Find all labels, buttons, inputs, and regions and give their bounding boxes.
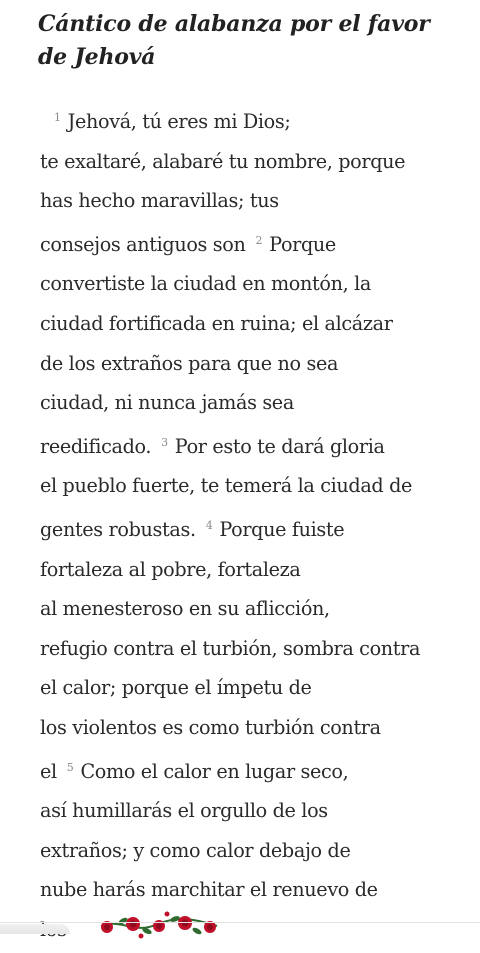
verse-text: los violentos es como turbión contra (40, 715, 381, 739)
verse-text: fortaleza al pobre, fortaleza (40, 557, 301, 581)
verse-text: has hecho maravillas; tus (40, 189, 279, 213)
verse-text: el pueblo fuerte, te temerá la ciudad de (40, 474, 413, 498)
verse-text: consejos antiguos son (40, 232, 246, 256)
verse-text: Como el calor en lugar seco, (80, 759, 349, 783)
section-heading: Cántico de alabanza por el favor de Jehová (38, 11, 430, 70)
passage-text (40, 98, 470, 953)
verse-text: ciudad, ni nunca jamás sea (40, 391, 294, 415)
page-curl (0, 924, 70, 934)
verse-text: extraños; y como calor debajo de (40, 838, 351, 862)
verse-text: el (40, 759, 57, 783)
rose-vine-icon (97, 910, 221, 953)
verse-text: Porque (269, 232, 336, 256)
verse-number[interactable]: 2 (255, 233, 263, 247)
verse-text: de los extraños para que no sea (40, 351, 339, 375)
verse-text: reedificado. (40, 434, 152, 458)
verse-text: ciudad fortificada en ruina; el alcázar (40, 311, 393, 335)
bottom-divider (0, 922, 480, 923)
verse-number[interactable]: 3 (161, 435, 168, 449)
verse-text: Por esto te dará gloria (174, 434, 385, 458)
verse-text: convertiste la ciudad en montón, la (40, 272, 371, 296)
verse-number[interactable]: 5 (66, 760, 74, 774)
verse-text: nube harás marchitar el renuevo de (40, 878, 378, 902)
verse-text: refugio contra el turbión, sombra contra (40, 636, 421, 660)
verse-text: gentes robustas. (40, 517, 196, 541)
verse-text: el calor; porque el ímpetu de (40, 676, 312, 700)
verse-text: te exaltaré, alabaré tu nombre, porque (40, 149, 406, 173)
verse-text: al menesteroso en su aflicción, (40, 597, 330, 621)
verse-number[interactable]: 1 (54, 111, 61, 124)
verse-text: así humillarás el orgullo de los (40, 799, 328, 823)
verse-number[interactable]: 4 (205, 518, 213, 532)
verse-text: Porque fuiste (219, 517, 345, 541)
verse-text: Jehová, tú eres mi Dios; (67, 110, 291, 133)
